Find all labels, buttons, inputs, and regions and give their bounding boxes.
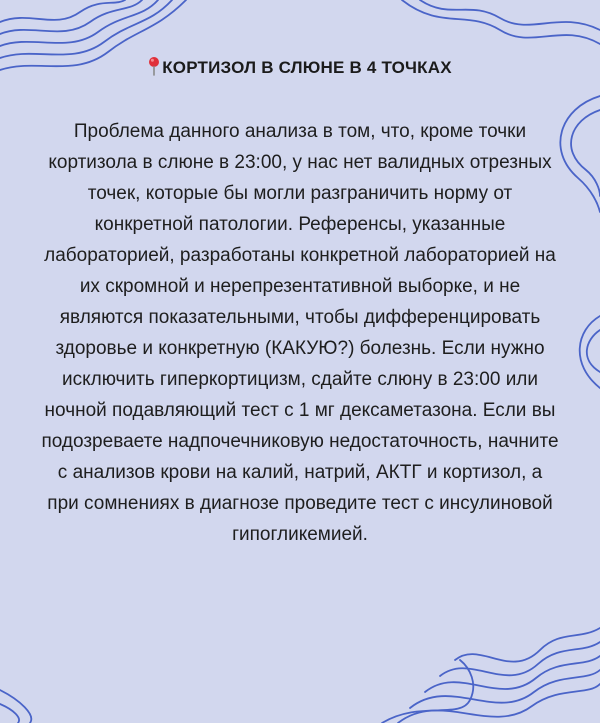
round-pushpin-icon <box>148 56 160 81</box>
heading-text: КОРТИЗОЛ В СЛЮНЕ В 4 ТОЧКАХ <box>162 58 452 77</box>
body-paragraph: Проблема данного анализа в том, что, кроме точки кортизола в слюне в 23:00, у нас нет валидных отрезных точек, которые бы могли разграничить норму от конкретной патологии. Референсы, указанные лабораторией, разработаны конкретной лабораторией на их скромной и нерепрезентативной выборке, и не являются показательными, чтобы дифференцировать здоровье и конкретную (КАКУЮ?) болезнь. Если нужно исключить гиперкортицизм, сдайте слюну в 23:00 или ночной подавляющий тест с 1 мг дексаметазона. Если вы подозреваете надпочечниковую недостаточность, начните с анализов крови на калий, натрий, АКТГ и кортизол, а при сомнениях в диагнозе проведите тест с инсулиновой гипогликемией. <box>41 121 559 545</box>
heading <box>0 56 600 81</box>
